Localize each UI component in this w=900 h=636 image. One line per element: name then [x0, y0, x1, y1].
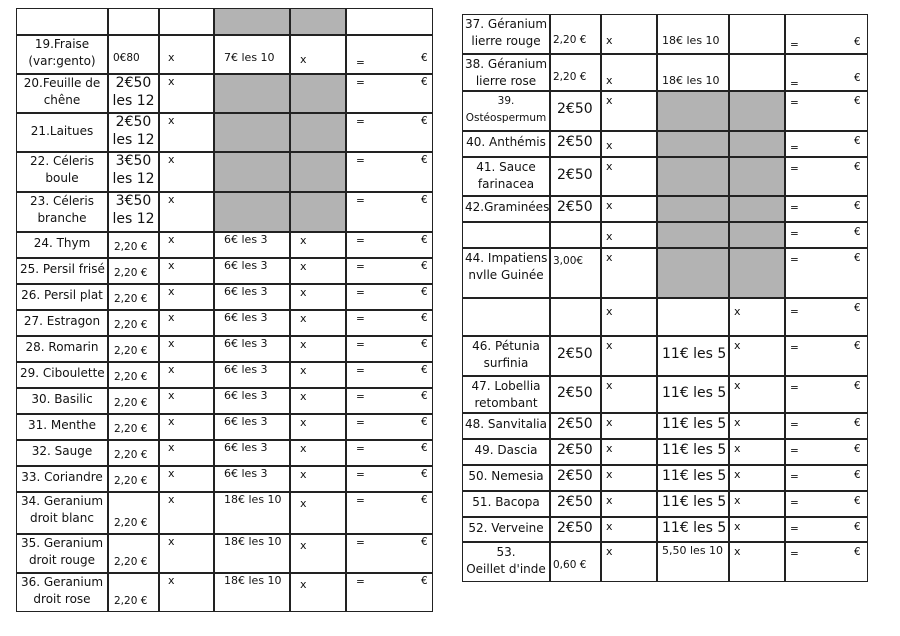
plant-name-line1: 38. Géranium	[465, 57, 548, 71]
euro-sign: €	[421, 194, 428, 206]
euro-sign: €	[421, 76, 428, 88]
right-r39-col5	[729, 91, 785, 131]
right-r45-col1[interactable]	[462, 298, 550, 336]
left-r0-col2[interactable]	[108, 8, 159, 35]
equals-sign: =	[356, 155, 365, 167]
euro-sign: €	[421, 442, 428, 454]
right-r42-col5	[729, 196, 785, 222]
bulk-offer: 11€ les 5	[662, 442, 727, 458]
equals-sign: =	[356, 537, 365, 549]
plant-name-line1: 53.	[496, 545, 516, 559]
bulk-offer: 6€ les 3	[224, 233, 268, 246]
euro-sign: €	[854, 200, 861, 212]
euro-sign: €	[421, 536, 428, 548]
plant-name: 24. Thym	[33, 236, 91, 250]
euro-sign: €	[854, 380, 861, 392]
plant-name-line1: 41. Sauce	[476, 160, 536, 174]
bulk-offer: 6€ les 3	[224, 311, 268, 324]
bulk-offer: 11€ les 5	[662, 346, 727, 362]
bulk-offer: 6€ les 3	[224, 467, 268, 480]
plant-price-line1: 3€50	[115, 153, 152, 169]
euro-sign: €	[854, 226, 861, 238]
qty-x: x	[606, 160, 613, 173]
bulk-qty-x: x	[734, 520, 741, 533]
right-r39-col4	[657, 91, 729, 131]
equals-sign: =	[790, 419, 799, 431]
qty-x: x	[606, 34, 613, 47]
qty-x: x	[168, 415, 175, 428]
euro-sign: €	[854, 95, 861, 107]
euro-sign: €	[854, 36, 861, 48]
qty-x: x	[168, 75, 175, 88]
qty-x: x	[606, 305, 613, 318]
equals-sign: =	[790, 382, 799, 394]
right-r40-col4	[657, 131, 729, 157]
plant-price: 2,20 €	[114, 556, 148, 568]
euro-sign: €	[854, 340, 861, 352]
bulk-offer: 11€ les 5	[662, 384, 727, 401]
bulk-offer: 18€ les 10	[224, 493, 282, 506]
qty-x: x	[606, 416, 613, 429]
qty-x: x	[606, 442, 613, 455]
right-r43-col5	[729, 222, 785, 248]
plant-name: 42.Graminées	[465, 200, 550, 214]
equals-sign: =	[790, 39, 799, 51]
plant-name-line1: 22. Céleris	[30, 154, 94, 168]
plant-price: 2,20 €	[553, 34, 587, 46]
plant-price: 2€50	[557, 346, 593, 362]
left-r25-col5[interactable]	[290, 258, 346, 284]
plant-name-line1: 35. Geranium	[20, 536, 104, 550]
plant-name: 52. Verveine	[468, 520, 544, 535]
bulk-qty-x: x	[300, 286, 307, 299]
plant-price: 2,20 €	[114, 293, 148, 305]
plant-price: 2€50	[557, 519, 593, 536]
left-r22-col5	[290, 152, 346, 192]
equals-sign: =	[790, 306, 799, 318]
plant-name-line2: droit blanc	[30, 511, 94, 525]
equals-sign: =	[356, 77, 365, 89]
bulk-qty-x: x	[734, 339, 741, 352]
qty-x: x	[168, 259, 175, 272]
euro-sign: €	[421, 416, 428, 428]
equals-sign: =	[790, 523, 799, 535]
right-r38-col5[interactable]	[729, 54, 785, 91]
plant-name-line1: 36. Geranium	[20, 575, 104, 589]
plant-price-line2: les 12	[112, 171, 155, 187]
plant-price: 2,20 €	[114, 449, 148, 461]
bulk-qty-x: x	[300, 416, 307, 429]
qty-x: x	[168, 114, 175, 127]
euro-sign: €	[854, 72, 861, 84]
left-r23-col5	[290, 192, 346, 232]
bulk-qty-x: x	[734, 379, 741, 392]
bulk-qty-x: x	[300, 338, 307, 351]
equals-sign: =	[790, 163, 799, 175]
plant-price: 2€50	[557, 166, 593, 183]
qty-x: x	[606, 94, 613, 107]
plant-price: 2,20 €	[553, 71, 587, 83]
left-r0-col6[interactable]	[346, 8, 433, 35]
plant-price: 2,20 €	[114, 345, 148, 357]
plant-name: 26. Persil plat	[21, 288, 103, 302]
euro-sign: €	[854, 469, 861, 481]
bulk-offer: 18€ les 10	[224, 574, 282, 587]
qty-x: x	[168, 51, 175, 64]
equals-sign: =	[356, 261, 365, 273]
bulk-offer: 5,50 les 10	[662, 544, 724, 557]
equals-sign: =	[356, 417, 365, 429]
equals-sign: =	[356, 287, 365, 299]
bulk-offer: 11€ les 5	[662, 468, 727, 484]
plant-price: 2€50	[557, 494, 593, 510]
plant-name-line2: lierre rose	[475, 74, 537, 88]
bulk-qty-x: x	[734, 305, 741, 318]
qty-x: x	[606, 139, 613, 152]
bulk-qty-x: x	[300, 53, 307, 66]
equals-sign: =	[790, 497, 799, 509]
qty-x: x	[168, 389, 175, 402]
qty-x: x	[606, 199, 613, 212]
euro-sign: €	[421, 312, 428, 324]
equals-sign: =	[790, 228, 799, 240]
plant-name-line1: 46. Pétunia	[472, 339, 540, 353]
equals-sign: =	[356, 469, 365, 481]
left-r28-col5[interactable]	[290, 336, 346, 362]
left-r30-col5[interactable]	[290, 388, 346, 414]
equals-sign: =	[790, 97, 799, 109]
plant-name-line1: 37. Géranium	[465, 17, 548, 31]
bulk-offer: 11€ les 5	[662, 519, 727, 536]
plant-price: 0€80	[113, 52, 140, 64]
left-r0-col1[interactable]	[16, 8, 108, 35]
plant-name: 25. Persil frisé	[20, 262, 105, 276]
plant-name-line2: Ostéospermum	[465, 112, 547, 124]
bulk-qty-x: x	[300, 497, 307, 510]
right-r42-col4	[657, 196, 729, 222]
plant-price: 2,20 €	[114, 397, 148, 409]
bulk-offer: 6€ les 3	[224, 415, 268, 428]
left-r20-col4	[214, 74, 290, 113]
left-r29-col5[interactable]	[290, 362, 346, 388]
plant-name-line1: 39.	[497, 95, 515, 107]
bulk-offer: 6€ les 3	[224, 285, 268, 298]
bulk-qty-x: x	[300, 260, 307, 273]
equals-sign: =	[356, 57, 365, 69]
plant-price: 2€50	[557, 199, 593, 215]
right-r37-col5[interactable]	[729, 14, 785, 54]
bulk-qty-x: x	[300, 539, 307, 552]
plant-name: 49. Dascia	[474, 443, 538, 457]
plant-price-line2: les 12	[112, 93, 155, 109]
left-r21-col5	[290, 113, 346, 152]
qty-x: x	[168, 285, 175, 298]
qty-x: x	[168, 193, 175, 206]
equals-sign: =	[356, 235, 365, 247]
bulk-offer: 6€ les 3	[224, 259, 268, 272]
left-r36-col5[interactable]	[290, 573, 346, 612]
bulk-offer: 18€ les 10	[662, 34, 720, 47]
plant-price: 2,20 €	[114, 475, 148, 487]
euro-sign: €	[421, 494, 428, 506]
left-r27-col5[interactable]	[290, 310, 346, 336]
equals-sign: =	[356, 365, 365, 377]
qty-x: x	[168, 337, 175, 350]
qty-x: x	[168, 311, 175, 324]
euro-sign: €	[854, 546, 861, 558]
right-r43-col2[interactable]	[550, 222, 601, 248]
equals-sign: =	[356, 195, 365, 207]
plant-price: 2€50	[557, 384, 593, 401]
plant-name: 50. Nemesia	[468, 469, 544, 483]
qty-x: x	[168, 153, 175, 166]
plant-name-line2: branche	[37, 211, 87, 225]
left-r26-col5[interactable]	[290, 284, 346, 310]
plant-price: 2€50	[557, 468, 593, 484]
plant-name-line1: 44. Impatiens	[465, 251, 548, 265]
bulk-offer: 18€ les 10	[224, 535, 282, 548]
qty-x: x	[168, 233, 175, 246]
euro-sign: €	[854, 161, 861, 173]
right-r40-col5	[729, 131, 785, 157]
bulk-qty-x: x	[300, 578, 307, 591]
left-r31-col5[interactable]	[290, 414, 346, 440]
bulk-qty-x: x	[734, 416, 741, 429]
plant-name: 29. Ciboulette	[20, 366, 105, 380]
equals-sign: =	[790, 445, 799, 457]
bulk-offer: 6€ les 3	[224, 337, 268, 350]
plant-price: 2,20 €	[114, 595, 148, 607]
plant-price: 2€50	[557, 101, 593, 117]
right-r45-col4[interactable]	[657, 298, 729, 336]
euro-sign: €	[421, 260, 428, 272]
left-r32-col5[interactable]	[290, 440, 346, 466]
qty-x: x	[606, 251, 613, 264]
left-r0-col3[interactable]	[159, 8, 214, 35]
left-r23-col4	[214, 192, 290, 232]
qty-x: x	[606, 74, 613, 87]
plant-name-line2: lierre rouge	[471, 34, 541, 48]
bulk-qty-x: x	[734, 468, 741, 481]
plant-name-line1: 34. Geranium	[20, 494, 104, 508]
left-r21-col4	[214, 113, 290, 152]
plant-price: 3,00€	[553, 255, 584, 267]
bulk-offer: 7€ les 10	[224, 51, 275, 64]
plant-name-line2: surfinia	[483, 356, 529, 370]
left-r34-col5[interactable]	[290, 492, 346, 534]
qty-x: x	[606, 545, 613, 558]
bulk-qty-x: x	[300, 442, 307, 455]
plant-name: 30. Basilic	[31, 392, 93, 406]
plant-name-line1: 19.Fraise	[34, 37, 90, 51]
equals-sign: =	[790, 142, 799, 154]
left-r20-col5	[290, 74, 346, 113]
qty-x: x	[168, 363, 175, 376]
right-r41-col4	[657, 157, 729, 196]
equals-sign: =	[356, 495, 365, 507]
bulk-qty-x: x	[300, 234, 307, 247]
equals-sign: =	[790, 78, 799, 90]
bulk-offer: 6€ les 3	[224, 441, 268, 454]
euro-sign: €	[421, 338, 428, 350]
euro-sign: €	[854, 495, 861, 507]
plant-price: 2,20 €	[114, 267, 148, 279]
qty-x: x	[606, 379, 613, 392]
bulk-qty-x: x	[300, 364, 307, 377]
plant-name: 21.Laitues	[30, 123, 94, 138]
equals-sign: =	[356, 313, 365, 325]
bulk-qty-x: x	[734, 545, 741, 558]
right-r43-col4	[657, 222, 729, 248]
equals-sign: =	[356, 443, 365, 455]
bulk-offer: 11€ les 5	[662, 416, 727, 432]
euro-sign: €	[421, 468, 428, 480]
plant-name: 33. Coriandre	[21, 470, 103, 484]
left-r22-col4	[214, 152, 290, 192]
plant-price-line1: 2€50	[115, 75, 152, 91]
bulk-qty-x: x	[734, 494, 741, 507]
right-r41-col5	[729, 157, 785, 196]
left-r0-col5	[290, 8, 346, 35]
euro-sign: €	[854, 302, 861, 314]
plant-price: 2€50	[557, 134, 593, 150]
euro-sign: €	[421, 234, 428, 246]
equals-sign: =	[356, 339, 365, 351]
plant-price: 2,20 €	[114, 241, 148, 253]
left-r35-col5[interactable]	[290, 534, 346, 573]
euro-sign: €	[421, 154, 428, 166]
plant-name-line2: droit rose	[33, 592, 91, 606]
euro-sign: €	[854, 521, 861, 533]
left-r0-col4	[214, 8, 290, 35]
plant-name-line2: Oeillet d'inde	[466, 562, 546, 576]
euro-sign: €	[421, 390, 428, 402]
euro-sign: €	[421, 52, 428, 64]
equals-sign: =	[790, 254, 799, 266]
euro-sign: €	[421, 286, 428, 298]
left-r24-col5[interactable]	[290, 232, 346, 258]
plant-price: 2€50	[557, 416, 593, 432]
bulk-qty-x: x	[300, 390, 307, 403]
qty-x: x	[168, 535, 175, 548]
bulk-offer: 6€ les 3	[224, 389, 268, 402]
euro-sign: €	[421, 115, 428, 127]
plant-name: 31. Menthe	[28, 418, 96, 432]
bulk-qty-x: x	[300, 312, 307, 325]
plant-name-line2: (var:gento)	[28, 54, 96, 68]
plant-name: 48. Sanvitalia	[465, 417, 547, 431]
qty-x: x	[606, 230, 613, 243]
right-r45-col2[interactable]	[550, 298, 601, 336]
plant-price-line1: 3€50	[115, 193, 152, 209]
qty-x: x	[168, 441, 175, 454]
plant-name-line1: 23. Céleris	[30, 194, 94, 208]
equals-sign: =	[356, 391, 365, 403]
bulk-qty-x: x	[734, 442, 741, 455]
plant-name: 51. Bacopa	[472, 495, 540, 509]
equals-sign: =	[790, 548, 799, 560]
bulk-offer: 18€ les 10	[662, 74, 720, 87]
plant-name-line2: retombant	[474, 396, 538, 410]
bulk-qty-x: x	[300, 468, 307, 481]
plant-price: 2,20 €	[114, 371, 148, 383]
plant-price: 2,20 €	[114, 423, 148, 435]
equals-sign: =	[790, 202, 799, 214]
euro-sign: €	[854, 443, 861, 455]
plant-price: 2,20 €	[114, 517, 148, 529]
plant-name: 32. Sauge	[31, 444, 93, 458]
plant-name-line2: farinacea	[477, 177, 535, 191]
plant-name-line2: droit rouge	[28, 553, 96, 567]
qty-x: x	[606, 339, 613, 352]
qty-x: x	[606, 468, 613, 481]
plant-name: 27. Estragon	[23, 314, 101, 328]
right-r44-col5	[729, 248, 785, 298]
plant-name-line1: 47. Lobellia	[471, 379, 541, 393]
equals-sign: =	[356, 576, 365, 588]
plant-name: 28. Romarin	[25, 340, 99, 354]
euro-sign: €	[854, 417, 861, 429]
left-r19-col5[interactable]	[290, 35, 346, 74]
bulk-offer: 11€ les 5	[662, 494, 727, 510]
plant-price: 2,20 €	[114, 319, 148, 331]
qty-x: x	[168, 493, 175, 506]
qty-x: x	[168, 574, 175, 587]
equals-sign: =	[790, 471, 799, 483]
plant-name-line2: nvlle Guinée	[468, 268, 544, 282]
plant-name-line2: boule	[45, 171, 79, 185]
bulk-offer: 6€ les 3	[224, 363, 268, 376]
plant-price: 0,60 €	[553, 559, 587, 571]
plant-price-line1: 2€50	[115, 114, 152, 130]
left-r33-col5[interactable]	[290, 466, 346, 492]
euro-sign: €	[421, 575, 428, 587]
right-r44-col4	[657, 248, 729, 298]
euro-sign: €	[421, 364, 428, 376]
euro-sign: €	[854, 252, 861, 264]
qty-x: x	[606, 494, 613, 507]
plant-name-line1: 20.Feuille de	[23, 76, 101, 90]
qty-x: x	[168, 467, 175, 480]
plant-price-line2: les 12	[112, 211, 155, 227]
equals-sign: =	[790, 342, 799, 354]
right-r43-col1[interactable]	[462, 222, 550, 248]
equals-sign: =	[356, 116, 365, 128]
qty-x: x	[606, 520, 613, 533]
plant-name-line2: chêne	[43, 93, 81, 107]
plant-price-line2: les 12	[112, 132, 155, 148]
euro-sign: €	[854, 135, 861, 147]
plant-name: 40. Anthémis	[466, 135, 546, 149]
plant-price: 2€50	[557, 442, 593, 458]
